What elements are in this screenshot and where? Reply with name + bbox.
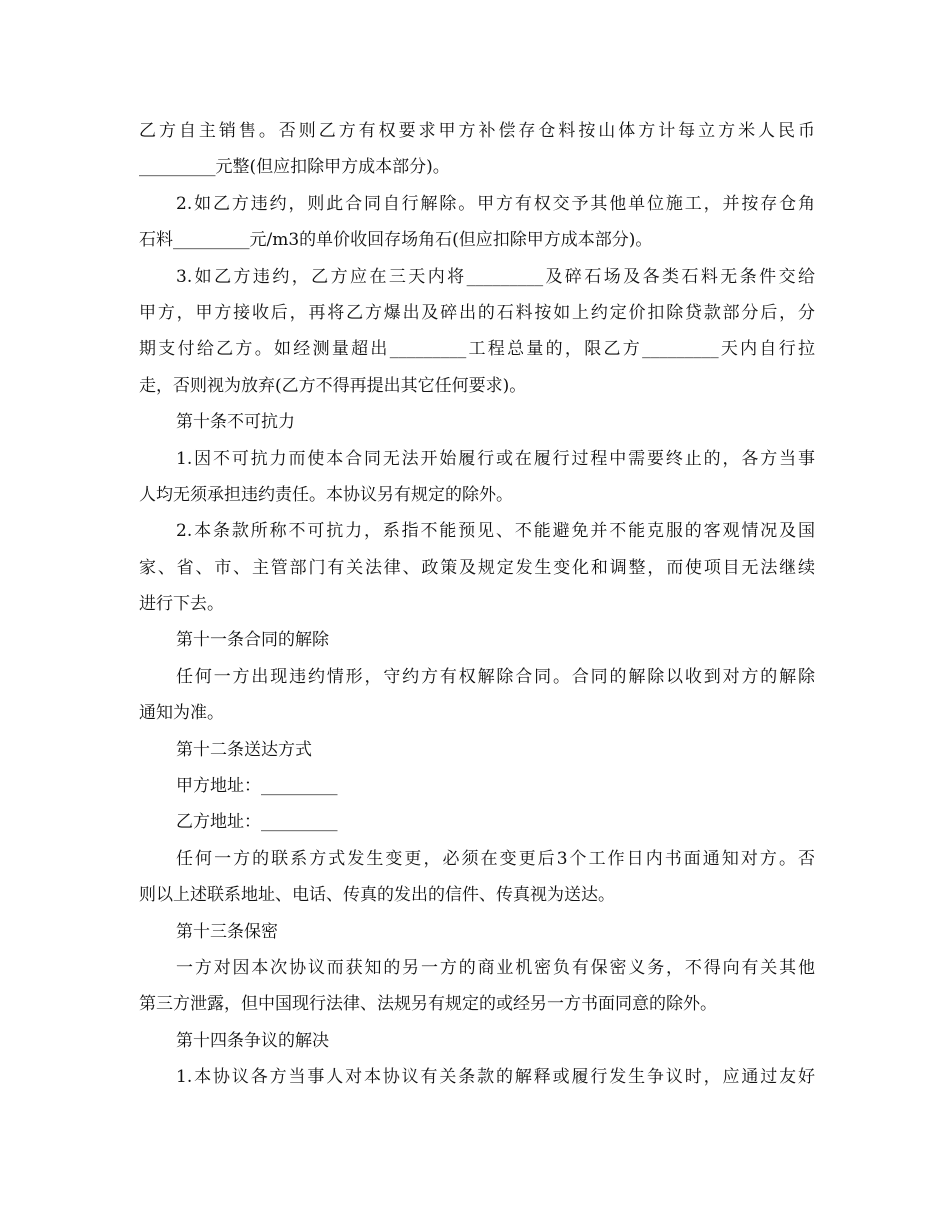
document-line: 进行下去。	[139, 594, 224, 615]
document-line: 1.因不可抗力而使本合同无法开始履行或在履行过程中需要终止的，各方当事	[176, 448, 815, 469]
document-body	[139, 113, 815, 1096]
document-line: 期支付给乙方。如经测量超出_________工程总量的，限乙方_________天内自行拉	[139, 339, 815, 360]
document-line: 2.如乙方违约，则此合同自行解除。甲方有权交予其他单位施工，并按存仓角	[176, 193, 815, 214]
document-line: 2.本条款所称不可抗力，系指不能预见、不能避免并不能克服的客观情况及国	[176, 521, 815, 542]
document-line: 家、省、市、主管部门有关法律、政策及规定发生变化和调整，而使项目无法继续	[139, 557, 815, 578]
document-line: 则以上述联系地址、电话、传真的发出的信件、传真视为送达。	[139, 885, 615, 906]
document-line: 走，否则视为放弃(乙方不得再提出其它任何要求)。	[139, 375, 527, 396]
document-line: 第三方泄露，但中国现行法律、法规另有规定的或经另一方书面同意的除外。	[139, 994, 717, 1015]
document-line: 乙方自主销售。否则乙方有权要求甲方补偿存仓料按山体方计每立方米人民币	[139, 121, 815, 141]
document-line: 任何一方出现违约情形，守约方有权解除合同。合同的解除以收到对方的解除	[176, 666, 815, 687]
document-line: 任何一方的联系方式发生变更，必须在变更后3个工作日内书面通知对方。否	[176, 848, 815, 869]
document-line: 第十条不可抗力	[176, 412, 295, 433]
document-line: 通知为准。	[139, 703, 224, 724]
document-line: 第十四条争议的解决	[176, 1030, 329, 1051]
document-line: 石料_________元/m3的单价收回存场角石(但应扣除甲方成本部分)。	[139, 230, 653, 251]
document-line: 3.如乙方违约，乙方应在三天内将_________及碎石场及各类石料无条件交给	[176, 266, 815, 287]
document-line: 甲方，甲方接收后，再将乙方爆出及碎出的石料按如上约定价扣除贷款部分后，分	[139, 302, 815, 323]
document-line: 乙方地址：_________	[176, 812, 338, 833]
document-line: 第十三条保密	[176, 921, 278, 942]
document-line: _________元整(但应扣除甲方成本部分)。	[139, 157, 450, 178]
document-line: 甲方地址：_________	[176, 776, 338, 797]
document-line: 1.本协议各方当事人对本协议有关条款的解释或履行发生争议时，应通过友好	[176, 1067, 815, 1088]
document-line: 第十一条合同的解除	[176, 630, 329, 651]
document-line: 人均无须承担违约责任。本协议另有规定的除外。	[139, 484, 513, 505]
document-line: 第十二条送达方式	[176, 739, 312, 760]
document-line: 一方对因本次协议而获知的另一方的商业机密负有保密义务，不得向有关其他	[176, 957, 815, 978]
